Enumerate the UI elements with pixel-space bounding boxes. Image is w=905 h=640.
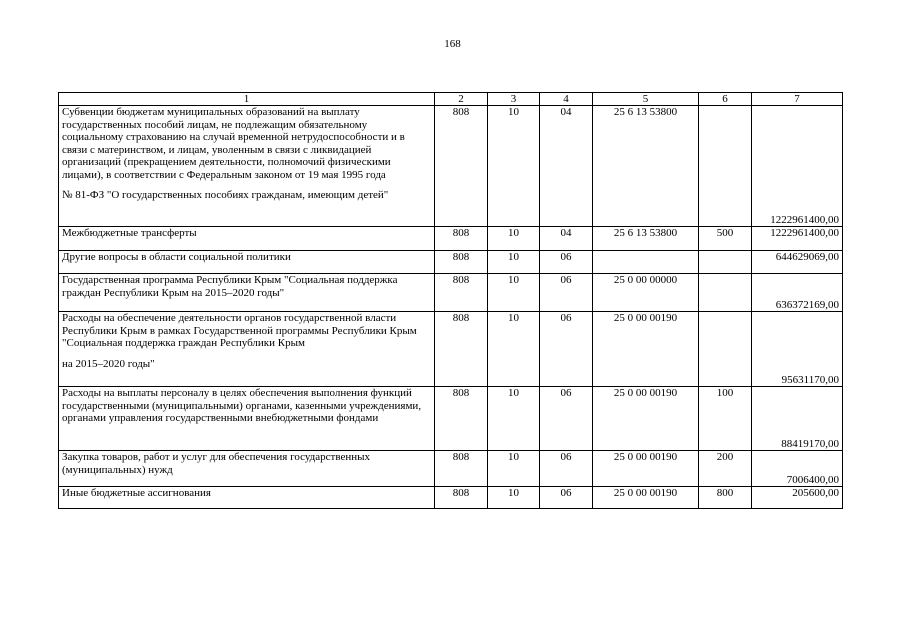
row-cell-target-article: 25 0 00 00190: [593, 312, 699, 387]
row-cell-subsection: 04: [540, 106, 593, 227]
budget-table: [58, 92, 843, 509]
row-cell-section: 10: [488, 274, 540, 312]
row-cell-section: 10: [488, 227, 540, 251]
row-name-text-continued: на 2015–2020 годы": [62, 357, 155, 370]
table-header-row: [59, 93, 843, 106]
row-cell-subsection: 06: [540, 387, 593, 451]
row-cell-amount: 7006400,00: [752, 451, 843, 487]
table-row: [59, 227, 843, 251]
row-cell-ministry-code: 808: [435, 251, 488, 274]
table-row: [59, 487, 843, 509]
row-cell-expense-type: [699, 312, 752, 387]
row-cell-subsection: 06: [540, 251, 593, 274]
row-cell-section: 10: [488, 251, 540, 274]
row-cell-section: 10: [488, 106, 540, 227]
row-cell-ministry-code: 808: [435, 274, 488, 312]
page-number: 168: [444, 38, 461, 50]
row-cell-target-article: 25 0 00 00000: [593, 274, 699, 312]
table-row: [59, 106, 843, 227]
row-cell-amount: 644629069,00: [752, 251, 843, 274]
row-name-cell: Межбюджетные трансферты: [59, 227, 435, 251]
row-cell-expense-type: 200: [699, 451, 752, 487]
row-cell-expense-type: [699, 106, 752, 227]
row-cell-subsection: 06: [540, 451, 593, 487]
header-cell-2: 2: [435, 93, 488, 106]
row-cell-target-article: 25 0 00 00190: [593, 451, 699, 487]
row-cell-target-article: 25 0 00 00190: [593, 487, 699, 509]
row-name-cell: Расходы на выплаты персоналу в целях обеспечения выполнения функций государственными (муниципальными) органами, казенными учреждениями, органами управления государственными внебюджетными фондами: [59, 387, 435, 451]
row-name-cell: [59, 106, 435, 227]
row-cell-subsection: 06: [540, 274, 593, 312]
row-cell-amount: 1222961400,00: [752, 106, 843, 227]
row-cell-subsection: 04: [540, 227, 593, 251]
row-cell-expense-type: [699, 274, 752, 312]
table-row: [59, 274, 843, 312]
row-cell-expense-type: 100: [699, 387, 752, 451]
row-cell-amount: 88419170,00: [752, 387, 843, 451]
row-cell-expense-type: 800: [699, 487, 752, 509]
row-cell-ministry-code: 808: [435, 387, 488, 451]
header-cell-4: 4: [540, 93, 593, 106]
row-name-cell: Иные бюджетные ассигнования: [59, 487, 435, 509]
row-cell-ministry-code: 808: [435, 106, 488, 227]
row-name-text-continued: № 81-ФЗ "О государственных пособиях гражданам, имеющим детей": [62, 189, 389, 201]
table-row: [59, 312, 843, 387]
header-cell-7: 7: [752, 93, 843, 106]
row-cell-section: 10: [488, 312, 540, 387]
row-cell-target-article: 25 0 00 00190: [593, 387, 699, 451]
row-name-cell: Закупка товаров, работ и услуг для обеспечения государственных (муниципальных) нужд: [59, 451, 435, 487]
row-cell-subsection: 06: [540, 487, 593, 509]
row-cell-amount: 205600,00: [752, 487, 843, 509]
row-name-text: Субвенции бюджетам муниципальных образований на выплату государственных пособий лицам, не подлежащим обязательному социальному страхованию на случай временной нетрудоспособности и в связи с материнством, и лицам, уволенным в связи с ликвидацией организаций (прекращением деятельности, полномочий физическими лицами), в соответствии с Федеральным законом от 19 мая 1995 года: [62, 106, 405, 181]
row-cell-section: 10: [488, 387, 540, 451]
table-row: [59, 387, 843, 451]
row-name-cell: [59, 312, 435, 387]
row-cell-ministry-code: 808: [435, 312, 488, 387]
row-cell-amount: 1222961400,00: [752, 227, 843, 251]
row-cell-ministry-code: 808: [435, 227, 488, 251]
row-cell-target-article: [593, 251, 699, 274]
header-cell-6: 6: [699, 93, 752, 106]
row-cell-ministry-code: 808: [435, 451, 488, 487]
row-cell-subsection: 06: [540, 312, 593, 387]
row-cell-target-article: 25 6 13 53800: [593, 106, 699, 227]
row-name-text: Расходы на обеспечение деятельности органов государственной власти Республики Крым в рамках Государственной программы Республики Крым "Социальная поддержка граждан Республики Крым: [62, 312, 417, 349]
row-cell-expense-type: [699, 251, 752, 274]
row-cell-amount: 95631170,00: [752, 312, 843, 387]
row-cell-section: 10: [488, 487, 540, 509]
header-cell-5: 5: [593, 93, 699, 106]
row-cell-expense-type: 500: [699, 227, 752, 251]
row-cell-amount: 636372169,00: [752, 274, 843, 312]
row-name-cell: Государственная программа Республики Крым "Социальная поддержка граждан Республики Крым на 2015–2020 годы": [59, 274, 435, 312]
table-row: [59, 251, 843, 274]
header-cell-3: 3: [488, 93, 540, 106]
row-cell-target-article: 25 6 13 53800: [593, 227, 699, 251]
table-row: [59, 451, 843, 487]
row-name-cell: Другие вопросы в области социальной политики: [59, 251, 435, 274]
header-cell-1: 1: [59, 93, 435, 106]
row-cell-section: 10: [488, 451, 540, 487]
row-cell-ministry-code: 808: [435, 487, 488, 509]
